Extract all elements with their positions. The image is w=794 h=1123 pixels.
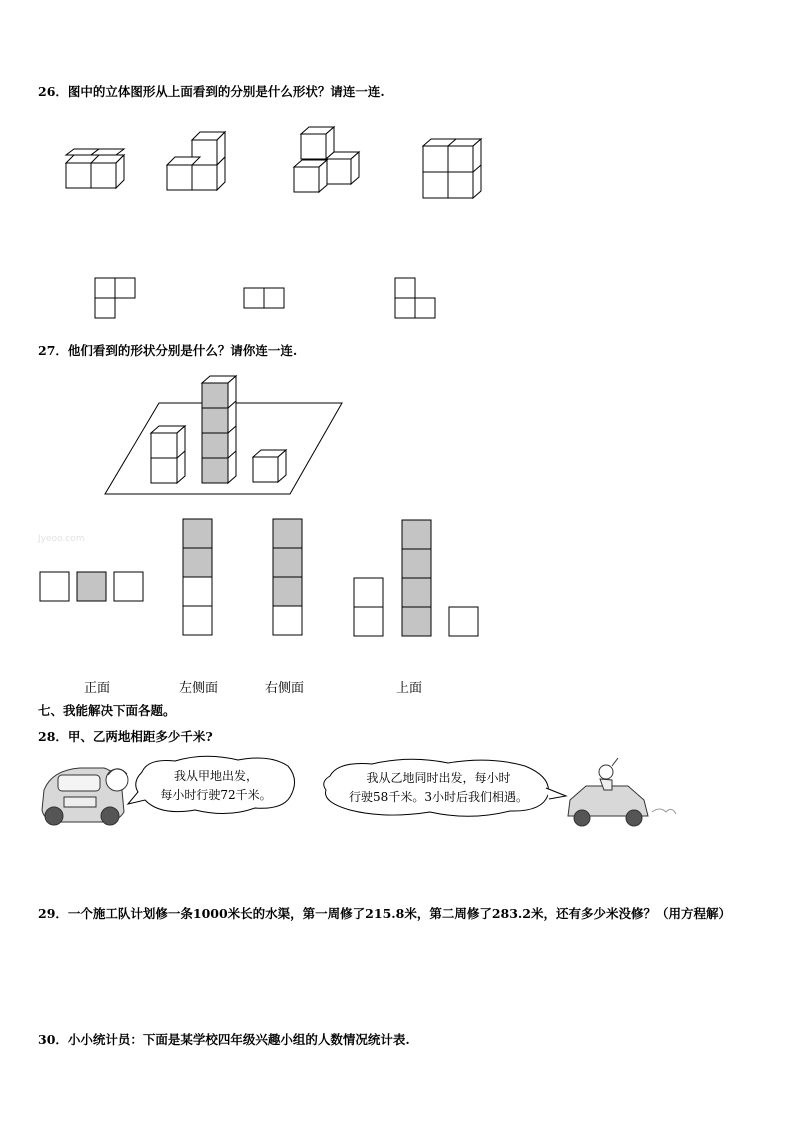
watermark: Jyeoo.com bbox=[38, 534, 85, 544]
q26-solid-2 bbox=[167, 132, 225, 190]
bubble-left-line-2: 每小时行驶72千米。 bbox=[160, 788, 272, 802]
car-driver-right-illustration bbox=[568, 758, 676, 826]
q27-view-top bbox=[354, 520, 478, 636]
q27-view-front bbox=[40, 572, 143, 601]
question-28-title: 28．甲、乙两地相距多少千米? bbox=[38, 729, 213, 744]
q26-solid-1 bbox=[66, 149, 124, 188]
q26-top-view-2 bbox=[244, 288, 284, 308]
question-27-title: 27．他们看到的形状分别是什么？请你连一连. bbox=[38, 343, 298, 358]
q26-solid-3 bbox=[294, 127, 359, 192]
question-29-text: 29．一个施工队计划修一条1000米长的水渠，第一周修了215.8米，第二周修了283.2米，还有多少米没修？（用方程解） bbox=[38, 906, 731, 921]
q26-top-view-3 bbox=[395, 278, 435, 318]
q27-view-right bbox=[273, 519, 302, 635]
question-30-title: 30．小小统计员：下面是某学校四年级兴趣小组的人数情况统计表. bbox=[38, 1032, 410, 1047]
section-7-title: 七、我能解决下面各题。 bbox=[38, 703, 176, 718]
bubble-right-line-1: 我从乙地同时出发，每小时 bbox=[366, 771, 511, 785]
label-top-view: 上面 bbox=[396, 681, 423, 696]
bubble-left-line-1: 我从甲地出发， bbox=[173, 769, 258, 783]
label-right-view: 右侧面 bbox=[265, 681, 305, 696]
car-driver-left-illustration bbox=[42, 768, 128, 825]
bubble-right-text bbox=[336, 769, 541, 807]
bubble-left-text bbox=[146, 767, 286, 805]
label-front-view: 正面 bbox=[84, 681, 111, 696]
q27-view-left bbox=[183, 519, 212, 635]
q27-scene bbox=[105, 376, 342, 494]
question-26-title: 26．图中的立体图形从上面看到的分别是什么形状？请连一连. bbox=[38, 84, 385, 99]
q26-top-view-1 bbox=[95, 278, 135, 318]
label-left-view: 左侧面 bbox=[179, 681, 219, 696]
bubble-right-line-2: 行驶58千米。3小时后我们相遇。 bbox=[349, 790, 528, 804]
q26-solid-4 bbox=[423, 139, 481, 198]
